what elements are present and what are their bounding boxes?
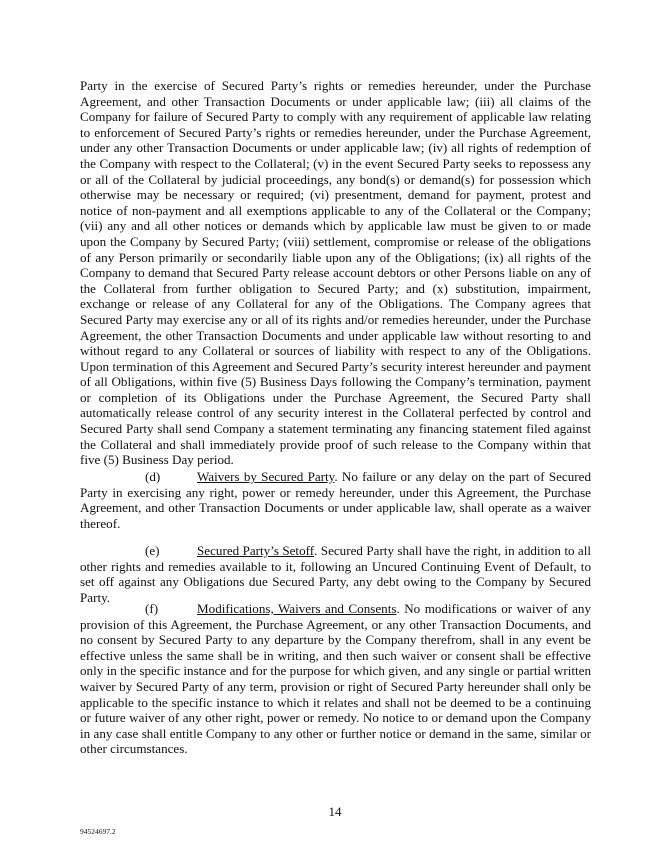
continuation-paragraph: Party in the exercise of Secured Party’s rights or remedies hereunder, under the Purchase Agreement, and other Transaction Documents or under applicable law; (iii) all claims of the Company for failure of Secured Party to comply with any requirement of applicable law relating to enforcement of Secured Party’s rights or remedies hereunder, under the Purchase Agreement, under any other Transaction Documents or under applicable law; (iv) all rights of redemption of the Company with respect to the Collateral; (v) in the event Secured Party seeks to repossess any or all of the Collateral by judicial proceedings, any bond(s) or demand(s) for possession which otherwise may be necessary or required; (vi) presentment, demand for payment, protest and notice of non-payment and all exemptions applicable to any of the Collateral or the Company; (vii) any and all other notices or demands which by applicable law must be given to or made upon the Company by Secured Party; (viii) settlement, compromise or release of the obligations of any Person primarily or secondarily liable upon any of the Obligations; (ix) all rights of the Company to demand that Secured Party release account debtors or other Persons liable on any of the Collateral from further obligation to Secured Party; and (x) substitution, impairment, exchange or release of any Collateral for any of the Obligations. The Company agrees that Secured Party may exercise any or all of its rights and/or remedies hereunder, under the Purchase Agreement, the other Transaction Documents and under applicable law without resorting to and without regard to any Collateral or sources of liability with respect to any of the Obligations. Upon termination of this Agreement and Secured Party’s security interest hereunder and payment of all Obligations, within five (5) Business Days following the Company’s termination, payment or completion of its Obligations under the Purchase Agreement, the Secured Party shall automatically release control of any security interest in the Collateral perfected by control and Secured Party shall send Company a statement terminating any financing statement filed against the Collateral and shall immediately provide proof of such release to the Company within that five (5) Business Day period. xyxy=(80,78,591,468)
section-d-label: (d) xyxy=(145,469,161,484)
section-e-heading: Secured Party’s Setoff xyxy=(197,543,315,558)
section-f-paragraph xyxy=(80,601,591,757)
section-f-heading: Modifications, Waivers and Consents xyxy=(197,601,397,616)
section-f-label: (f) xyxy=(145,601,159,616)
document-id: 94524697.2 xyxy=(80,827,116,836)
section-d-heading: Waivers by Secured Party xyxy=(197,469,335,484)
section-e-text: . Secured Party shall have the right, in addition to all other rights and remedies available to it, following an Uncured Continuing Event of Default, to set off against any Obligations due Secured Party, any debt owing to the Company by Secured Party. xyxy=(80,543,591,605)
page-number: 14 xyxy=(328,804,342,819)
section-f-text: . No modifications or waiver of any provision of this Agreement, the Purchase Agreement, or any other Transaction Documents, and no consent by Secured Party to any departure by the Company therefrom, shall in any event be effective unless the same shall be in writing, and then such waiver or consent shall be effective only in the specific instance and for the purpose for which given, and any single or partial written waiver by Secured Party of any term, provision or right of Secured Party hereunder shall only be applicable to the specific instance to which it relates and shall not be deemed to be a continuing or future waiver of any other right, power or remedy. No notice to or demand upon the Company in any case shall entitle Company to any other or further notice or demand in the same, similar or other circumstances. xyxy=(80,601,591,757)
section-e-label: (e) xyxy=(145,543,160,558)
section-d-text: . No failure or any delay on the part of Secured Party in exercising any right, power or remedy hereunder, under this Agreement, the Purchase Agreement, and other Transaction Documents or under applicable law, shall operate as a waiver thereof. xyxy=(80,469,591,531)
section-d-paragraph xyxy=(80,469,591,531)
section-e-paragraph xyxy=(80,543,591,605)
